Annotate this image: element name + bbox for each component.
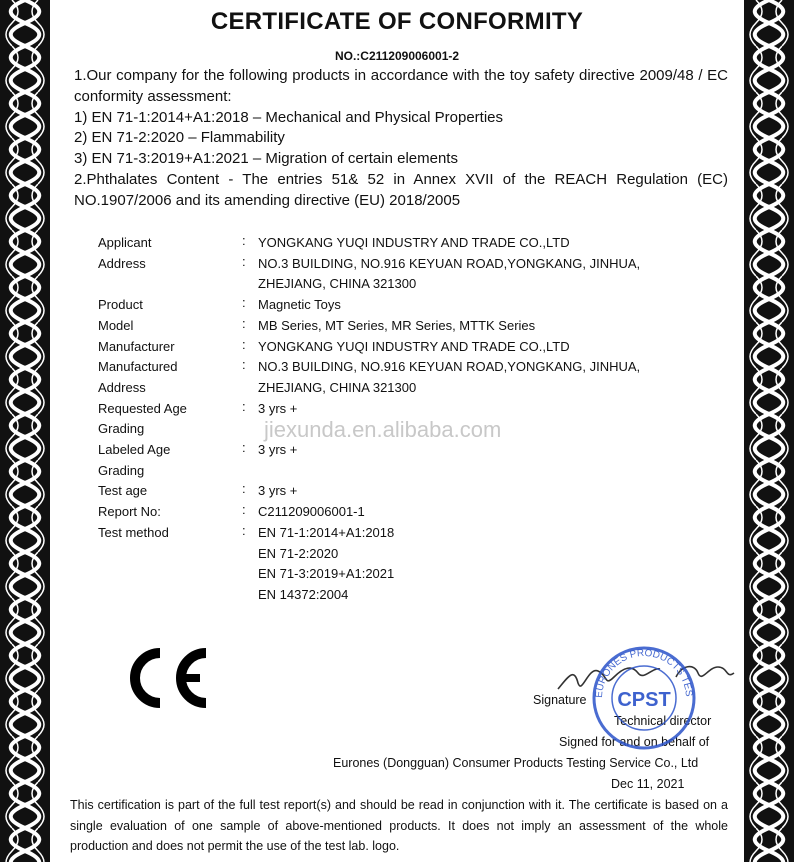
intro-section (74, 66, 728, 212)
product-value: Magnetic Toys (258, 297, 341, 313)
manufactured-address-row (98, 357, 698, 377)
test-method-label: Test method (98, 524, 169, 540)
labeled-age-value: 3 yrs + (258, 442, 298, 457)
signed-on-behalf: Signed for and on behalf of (559, 735, 710, 749)
manufactured-address-line-1: NO.3 BUILDING, NO.916 KEYUAN ROAD,YONGKANG, JINHUA, (258, 359, 641, 375)
model-label: Model (98, 317, 134, 333)
colon: : (242, 233, 246, 248)
stamp-center-text: CPST (617, 689, 671, 711)
report-value: C211209006001-1 (258, 504, 365, 520)
colon: : (242, 502, 246, 518)
test-method-row-3 (98, 564, 698, 584)
requested-age-row (98, 399, 698, 419)
test-age-label: Test age (98, 483, 148, 499)
testing-company: Eurones (Dongguan) Consumer Products Testing Service Co., Ltd (333, 756, 699, 770)
intro-standard-2: 2) EN 71-2:2020 – Flammability (74, 129, 285, 147)
colon: : (242, 253, 246, 269)
colon: : (242, 398, 246, 414)
intro-paragraph-1: 1.Our company for the following products in accordance with the toy safety directive 2009/48 / EC conformity assessment: (74, 67, 728, 105)
manufacturer-label: Manufacturer (98, 338, 175, 354)
colon: : (242, 440, 246, 455)
test-method-row-4 (98, 585, 698, 605)
model-row (98, 316, 698, 336)
colon: : (242, 357, 246, 373)
labeled-age-label-2: Grading (98, 462, 145, 478)
manufactured-address-line-2: ZHEJIANG, CHINA 321300 (258, 379, 417, 395)
address-line-1: NO.3 BUILDING, NO.916 KEYUAN ROAD,YONGKANG, JINHUA, (258, 255, 641, 271)
footer-disclaimer: This certification is part of the full test report(s) and should be read in conjunction with it. The certificate is based on a single evaluation of one sample of above-mentioned products. It does not imply an assessment of the whole production and does not permit the use of the test lab. logo. (70, 798, 728, 854)
applicant-row (98, 233, 698, 253)
stamp-ring-text: EURONES PRODUCTS TES (593, 647, 695, 699)
labeled-age-row-2 (98, 461, 698, 481)
manufacturer-value: YONGKANG YUQI INDUSTRY AND TRADE CO.,LTD (258, 338, 570, 354)
intro-standard-3: 3) EN 71-3:2019+A1:2021 – Migration of certain elements (74, 150, 458, 168)
requested-age-label-1: Requested Age (98, 400, 187, 416)
product-row (98, 295, 698, 315)
test-method-row (98, 523, 698, 543)
right-ornamental-border (744, 0, 794, 862)
manufactured-address-label-1: Manufactured (98, 359, 178, 375)
test-method-row-2 (98, 544, 698, 564)
model-value: MB Series, MT Series, MR Series, MTTK Series (258, 317, 536, 333)
test-method-3: EN 71-3:2019+A1:2021 (258, 566, 395, 582)
certificate-number: NO.:C211209006001-2 (334, 49, 460, 63)
colon: : (242, 481, 246, 497)
signer-role: Technical director (614, 714, 712, 728)
test-method-2: EN 71-2:2020 (258, 545, 339, 561)
applicant-value: YONGKANG YUQI INDUSTRY AND TRADE CO.,LTD (258, 235, 570, 250)
colon: : (242, 522, 246, 538)
manufactured-address-label-2: Address (98, 379, 146, 395)
labeled-age-label-1: Labeled Age (98, 442, 171, 457)
test-age-value: 3 yrs + (258, 483, 298, 499)
manufacturer-row (98, 337, 698, 357)
test-method-4: EN 14372:2004 (258, 586, 349, 602)
report-label: Report No: (98, 504, 161, 520)
intro-standard-1: 1) EN 71-1:2014+A1:2018 – Mechanical and Physical Properties (74, 108, 504, 126)
colon: : (242, 315, 246, 331)
colon: : (242, 295, 246, 311)
requested-age-label-2: Grading (98, 421, 145, 437)
address-line-2: ZHEJIANG, CHINA 321300 (258, 276, 417, 292)
address-label: Address (98, 255, 146, 271)
certificate-sheet (50, 0, 744, 862)
colon: : (242, 336, 246, 352)
report-row (98, 502, 698, 522)
ce-mark-logo (124, 647, 210, 714)
watermark-text: jiexunda.en.alibaba.com (264, 417, 502, 442)
left-ornamental-border (0, 0, 50, 862)
applicant-label: Applicant (98, 235, 152, 250)
address-row (98, 254, 698, 274)
labeled-age-row (98, 440, 698, 460)
signature-label: Signature (533, 693, 587, 707)
product-label: Product (98, 297, 143, 313)
signature-date: Dec 11, 2021 (611, 777, 685, 791)
test-age-row (98, 481, 698, 501)
requested-age-value: 3 yrs + (258, 400, 298, 416)
page-title: CERTIFICATE OF CONFORMITY (210, 8, 584, 35)
address-row-2 (98, 274, 698, 294)
test-method-1: EN 71-1:2014+A1:2018 (258, 524, 395, 540)
manufactured-address-row-2 (98, 378, 698, 398)
cpst-stamp (582, 643, 706, 758)
intro-paragraph-2: 2.Phthalates Content - The entries 51& 52 in Annex XVII of the REACH Regulation (EC) NO.1907/2006 and its amending directive (EU) 2018/2005 (74, 170, 728, 209)
